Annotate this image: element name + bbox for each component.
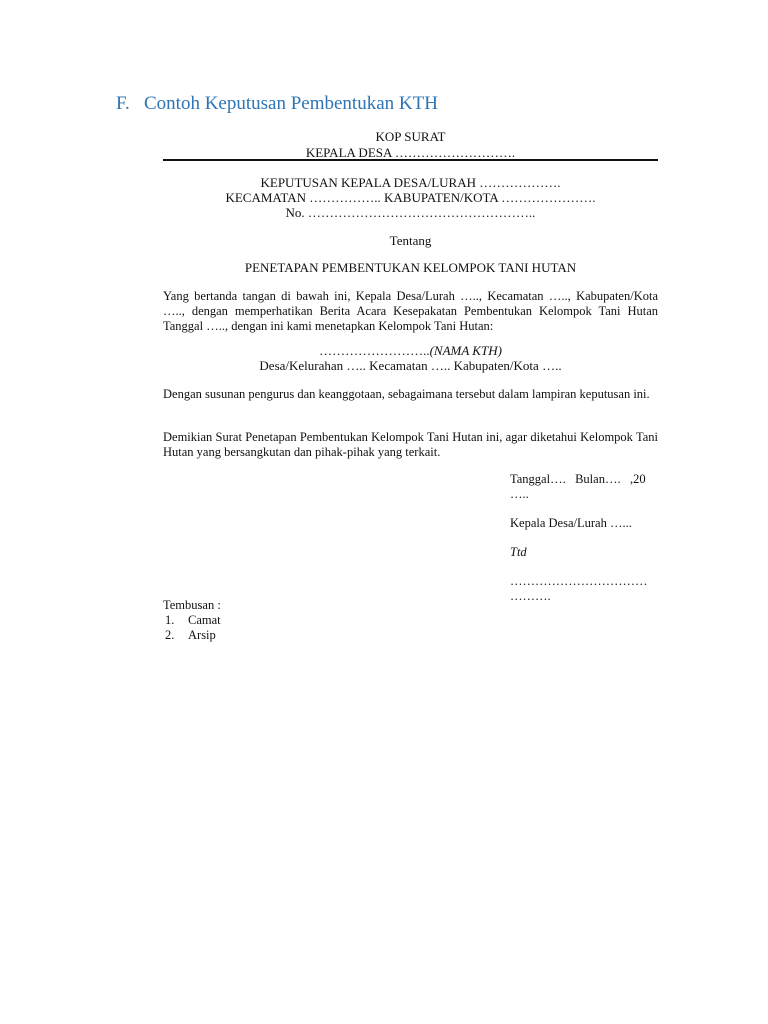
decree-title: KEPUTUSAN KEPALA DESA/LURAH ………………. [260, 175, 561, 190]
signature-block [510, 472, 660, 604]
kth-name-line [163, 343, 658, 359]
decree-region: KECAMATAN …………….. KABUPATEN/KOTA …………………. [225, 190, 596, 205]
kth-name-dots: …………………….. [319, 343, 430, 358]
opening-paragraph: Yang bertanda tangan di bawah ini, Kepala Desa/Lurah ….., Kecamatan ….., Kabupaten/Kota ….., dengan memperhatikan Berita Acara Kesepakatan Pembentukan Kelompok Tani Hutan Tanggal ….., dengan ini kami menetapkan Kelompok Tani Hutan: [163, 289, 658, 333]
decree-number: No. …………………………………………….. [285, 205, 536, 220]
signature-role: Kepala Desa/Lurah …... [510, 516, 632, 530]
signature-name-line: …………………………… [510, 574, 648, 588]
signature-date-line: Tanggal…. Bulan…. ,20 [510, 472, 646, 486]
signature-ttd: Ttd [510, 545, 527, 559]
list-item [163, 613, 221, 628]
tembusan-label: Tembusan : [163, 598, 221, 612]
list-item-number: 2. [165, 628, 175, 642]
section-number: F. [116, 93, 130, 114]
signature-name-line-continued: ………. [510, 589, 551, 603]
tentang-label: Tentang [389, 233, 432, 248]
decree-subject: PENETAPAN PEMBENTUKAN KELOMPOK TANI HUTAN [244, 260, 577, 275]
list-item-text: Camat [188, 613, 221, 627]
kth-location-line: Desa/Kelurahan ….. Kecamatan ….. Kabupaten/Kota ….. [259, 358, 562, 373]
list-item-number: 1. [165, 613, 175, 627]
section-heading [116, 93, 438, 115]
list-item [163, 628, 221, 643]
kepala-desa-label: KEPALA DESA ………………………. [305, 145, 516, 160]
section-title: Contoh Keputusan Pembentukan KTH [144, 93, 438, 114]
kth-name-placeholder: (NAMA KTH) [429, 343, 502, 358]
list-item-text: Arsip [188, 628, 216, 642]
membership-paragraph: Dengan susunan pengurus dan keanggotaan, sebagaimana tersebut dalam lampiran keputusan ini. [163, 387, 650, 401]
tembusan-list [163, 598, 221, 643]
closing-paragraph: Demikian Surat Penetapan Pembentukan Kelompok Tani Hutan ini, agar diketahui Kelompok Tani Hutan yang bersangkutan dan pihak-pihak yang terkait. [163, 430, 658, 459]
letterhead-divider [163, 159, 658, 161]
signature-date-line-continued: ….. [510, 487, 529, 501]
kop-surat-label: KOP SURAT [375, 129, 446, 144]
